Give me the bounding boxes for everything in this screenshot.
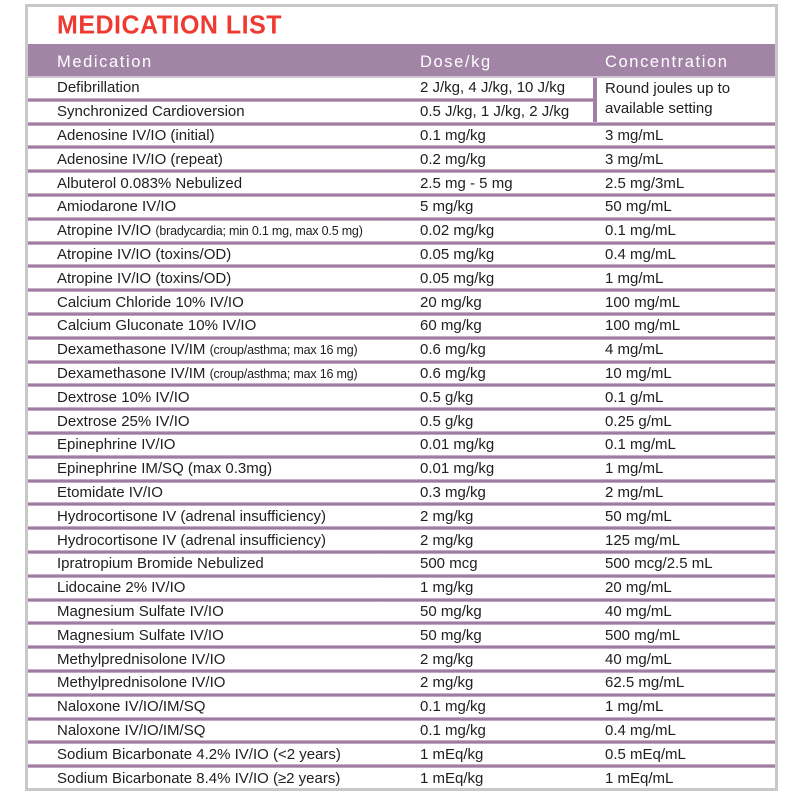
concentration-cell: 10 mg/mL	[605, 364, 672, 382]
column-header-dose: Dose/kg	[420, 53, 492, 71]
dose-cell: 0.3 mg/kg	[420, 483, 486, 501]
table-row	[28, 149, 775, 169]
medication-cell: Synchronized Cardioversion	[57, 103, 245, 121]
concentration-cell: 500 mg/mL	[605, 626, 681, 644]
dose-cell: 0.6 mg/kg	[420, 364, 486, 382]
dose-cell: 5 mg/kg	[420, 198, 474, 216]
table-row	[28, 102, 593, 122]
medication-cell: Atropine IV/IO (toxins/OD)	[57, 269, 232, 287]
dose-cell: 1 mEq/kg	[420, 769, 484, 787]
table-row	[28, 697, 775, 717]
concentration-cell: 100 mg/mL	[605, 293, 681, 311]
dose-cell: 0.5 J/kg, 1 J/kg, 2 J/kg	[420, 103, 570, 121]
concentration-cell: 1 mg/mL	[605, 269, 664, 287]
medication-cell: Dexamethasone IV/IM (croup/asthma; max 16 mg)	[57, 364, 358, 382]
dose-cell: 2 mg/kg	[420, 531, 474, 549]
concentration-cell: 40 mg/mL	[605, 602, 672, 620]
medication-cell: Ipratropium Bromide Nebulized	[57, 555, 264, 573]
joules-row-group-left	[28, 78, 593, 122]
medication-cell: Sodium Bicarbonate 8.4% IV/IO (≥2 years)	[57, 769, 341, 787]
concentration-cell: 62.5 mg/mL	[605, 674, 685, 692]
medication-cell: Atropine IV/IO (toxins/OD)	[57, 245, 232, 263]
dose-cell: 0.1 mg/kg	[420, 126, 486, 144]
dose-cell: 0.02 mg/kg	[420, 222, 495, 240]
concentration-cell: 0.1 mg/mL	[605, 222, 676, 240]
medication-cell: Magnesium Sulfate IV/IO	[57, 602, 224, 620]
table-row	[28, 387, 775, 407]
dose-cell: 0.6 mg/kg	[420, 341, 486, 359]
concentration-cell: 3 mg/mL	[605, 150, 664, 168]
concentration-cell: 40 mg/mL	[605, 650, 672, 668]
concentration-cell: 2.5 mg/3mL	[605, 174, 685, 192]
table-row	[28, 673, 775, 693]
table-row	[28, 173, 775, 193]
dose-cell: 50 mg/kg	[420, 626, 482, 644]
table-row	[28, 554, 775, 574]
medication-cell: Dextrose 10% IV/IO	[57, 388, 190, 406]
table-row	[28, 578, 775, 598]
dose-cell: 20 mg/kg	[420, 293, 482, 311]
table-row	[28, 245, 775, 265]
concentration-cell: 1 mg/mL	[605, 698, 664, 716]
table-row	[28, 721, 775, 741]
concentration-cell: 0.1 mg/mL	[605, 436, 676, 454]
medication-cell: Calcium Chloride 10% IV/IO	[57, 293, 244, 311]
dose-cell: 500 mcg	[420, 555, 478, 573]
joules-row-group	[28, 78, 775, 122]
dose-cell: 0.05 mg/kg	[420, 269, 495, 287]
table-row	[28, 221, 775, 241]
table-row	[28, 506, 775, 526]
table-row	[28, 459, 775, 479]
table-row	[28, 649, 775, 669]
concentration-cell: 2 mg/mL	[605, 483, 664, 501]
medication-cell: Naloxone IV/IO/IM/SQ	[57, 698, 206, 716]
concentration-cell: 500 mcg/2.5 mL	[605, 555, 713, 573]
concentration-cell: 0.5 mEq/mL	[605, 745, 686, 763]
table-row	[28, 340, 775, 360]
table-row	[28, 768, 775, 788]
concentration-cell: 1 mEq/mL	[605, 769, 674, 787]
concentration-cell: 0.4 mg/mL	[605, 245, 676, 263]
concentration-cell: 0.4 mg/mL	[605, 721, 676, 739]
dose-cell: 60 mg/kg	[420, 317, 482, 335]
medication-cell: Hydrocortisone IV (adrenal insufficiency)	[57, 531, 327, 549]
medication-cell: Albuterol 0.083% Nebulized	[57, 174, 243, 192]
concentration-cell: 0.1 g/mL	[605, 388, 664, 406]
medication-cell: Epinephrine IV/IO	[57, 436, 176, 454]
table-row	[28, 411, 775, 431]
dose-cell: 0.05 mg/kg	[420, 245, 495, 263]
table-row	[28, 78, 593, 98]
concentration-cell: 125 mg/mL	[605, 531, 681, 549]
table-body	[28, 78, 775, 788]
concentration-cell: 50 mg/mL	[605, 198, 672, 216]
table-row	[28, 268, 775, 288]
dose-cell: 2.5 mg - 5 mg	[420, 174, 513, 192]
dose-cell: 0.5 g/kg	[420, 388, 474, 406]
table-row	[28, 316, 775, 336]
medication-cell: Dextrose 25% IV/IO	[57, 412, 190, 430]
medication-cell: Etomidate IV/IO	[57, 483, 163, 501]
table-row	[28, 197, 775, 217]
dose-cell: 0.01 mg/kg	[420, 460, 495, 478]
table-header	[28, 44, 775, 78]
concentration-cell: 1 mg/mL	[605, 460, 664, 478]
table-row	[28, 126, 775, 146]
table-row	[28, 292, 775, 312]
concentration-cell: 0.25 g/mL	[605, 412, 672, 430]
medication-cell: Methylprednisolone IV/IO	[57, 650, 226, 668]
medication-cell: Epinephrine IM/SQ (max 0.3mg)	[57, 460, 273, 478]
medication-cell: Naloxone IV/IO/IM/SQ	[57, 721, 206, 739]
dose-cell: 2 mg/kg	[420, 650, 474, 668]
concentration-cell: 50 mg/mL	[605, 507, 672, 525]
medication-cell: Adenosine IV/IO (initial)	[57, 126, 215, 144]
concentration-cell: 100 mg/mL	[605, 317, 681, 335]
table-row	[28, 435, 775, 455]
medication-cell: Dexamethasone IV/IM (croup/asthma; max 16 mg)	[57, 341, 358, 359]
medication-cell: Magnesium Sulfate IV/IO	[57, 626, 224, 644]
column-header-medication: Medication	[57, 53, 153, 71]
table-row	[28, 364, 775, 384]
dose-cell: 0.2 mg/kg	[420, 150, 486, 168]
dose-cell: 1 mg/kg	[420, 579, 474, 597]
joules-note-cell: Round joules up to available setting	[593, 78, 775, 122]
dose-cell: 1 mEq/kg	[420, 745, 484, 763]
table-row	[28, 483, 775, 503]
dose-cell: 0.1 mg/kg	[420, 721, 486, 739]
column-header-concentration: Concentration	[605, 53, 729, 71]
table-row	[28, 530, 775, 550]
medication-cell: Atropine IV/IO (bradycardia; min 0.1 mg, max 0.5 mg)	[57, 222, 363, 240]
dose-cell: 0.1 mg/kg	[420, 698, 486, 716]
concentration-cell: 4 mg/mL	[605, 341, 664, 359]
table-row	[28, 744, 775, 764]
dose-cell: 2 mg/kg	[420, 674, 474, 692]
dose-cell: 0.01 mg/kg	[420, 436, 495, 454]
title-bar	[28, 7, 775, 44]
dose-cell: 0.5 g/kg	[420, 412, 474, 430]
medication-cell: Adenosine IV/IO (repeat)	[57, 150, 223, 168]
standard-rows	[28, 126, 775, 788]
medication-cell: Sodium Bicarbonate 4.2% IV/IO (<2 years)	[57, 745, 341, 763]
table-row	[28, 625, 775, 645]
dose-cell: 50 mg/kg	[420, 602, 482, 620]
medication-cell: Calcium Gluconate 10% IV/IO	[57, 317, 257, 335]
medication-cell: Lidocaine 2% IV/IO	[57, 579, 186, 597]
medication-cell: Hydrocortisone IV (adrenal insufficiency)	[57, 507, 327, 525]
dose-cell: 2 J/kg, 4 J/kg, 10 J/kg	[420, 79, 566, 97]
concentration-cell: 20 mg/mL	[605, 579, 672, 597]
table-row	[28, 602, 775, 622]
medication-cell: Defibrillation	[57, 79, 140, 97]
medication-list-card	[25, 4, 778, 791]
concentration-cell: 3 mg/mL	[605, 126, 664, 144]
page-title: MEDICATION LIST	[57, 10, 283, 40]
medication-cell: Methylprednisolone IV/IO	[57, 674, 226, 692]
dose-cell: 2 mg/kg	[420, 507, 474, 525]
medication-cell: Amiodarone IV/IO	[57, 198, 177, 216]
